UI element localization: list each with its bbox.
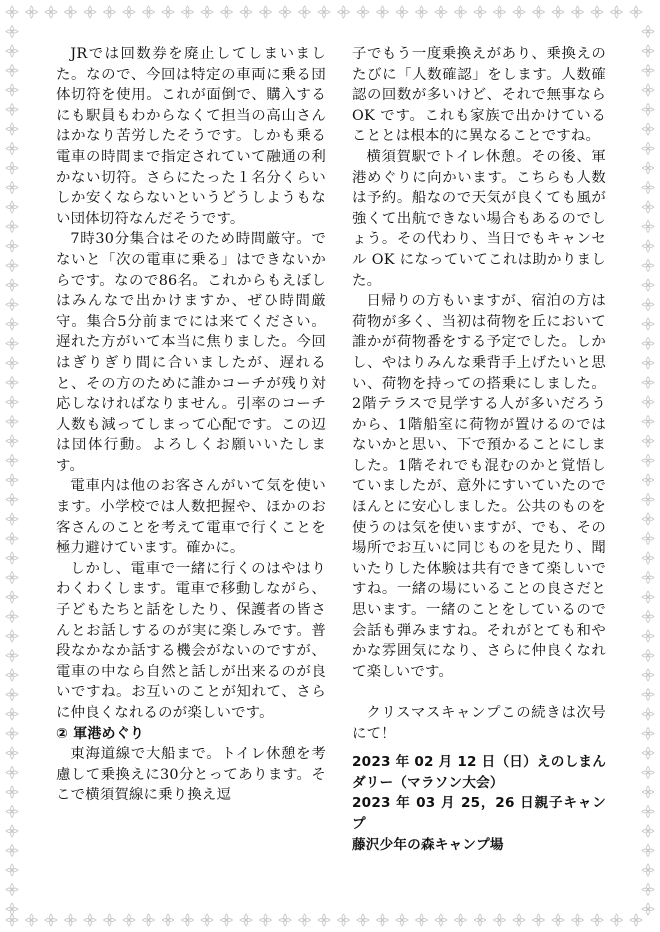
cross-ornament-icon [201,6,213,18]
cross-ornament-icon [279,914,291,926]
cross-ornament-icon [318,914,330,926]
cross-ornament-icon [6,825,18,837]
cross-ornament-icon [642,221,654,233]
cross-ornament-icon [6,338,18,350]
cross-ornament-icon [642,611,654,623]
cross-ornament-icon [6,669,18,681]
cross-ornament-icon [6,143,18,155]
spacer [352,682,606,703]
cross-ornament-icon [65,914,77,926]
section-heading-naval-port-tour: ② 軍港めぐり [56,725,145,742]
cross-ornament-icon [240,914,252,926]
cross-ornament-icon [6,104,18,116]
cross-ornament-icon [642,650,654,662]
cross-ornament-icon [642,279,654,291]
cross-ornament-icon [642,864,654,876]
cross-ornament-icon [630,914,642,926]
cross-ornament-icon [377,914,389,926]
cross-ornament-icon [6,806,18,818]
cross-ornament-icon [6,240,18,252]
cross-ornament-icon [6,650,18,662]
cross-ornament-icon [377,6,389,18]
cross-ornament-icon [642,84,654,96]
cross-ornament-icon [642,377,654,389]
cross-ornament-icon [6,474,18,486]
cross-ornament-icon [6,591,18,603]
cross-ornament-icon [6,26,18,38]
cross-ornament-icon [6,533,18,545]
cross-ornament-icon [642,669,654,681]
cross-ornament-icon [642,552,654,564]
cross-ornament-icon [6,728,18,740]
cross-ornament-icon [6,299,18,311]
cross-ornament-icon [642,747,654,759]
paragraph-meeting-time: 7時30分集合はそのため時間厳守。でないと「次の電車に乗る」はできないからです。なので86名。これからもえぼしはみんなで出かけますか、ぜひ時間厳守。集合5分前までには来てください。遅れた方がいて本当に焦りました。今回はぎりぎり間に合いましたが、遅れると、その方のために誰かコーチが残り対応しなければなりません。引率のコーチ人数も減ってしまって心配です。この辺は団体行動。よろしくお願いいたします。 [56,231,326,474]
cross-ornament-icon [533,6,545,18]
cross-ornament-icon [182,914,194,926]
cross-ornament-icon [299,914,311,926]
cross-ornament-icon [642,903,654,915]
cross-ornament-icon [6,552,18,564]
paragraph-route: 東海道線で大船まで。トイレ休憩を考慮して乗換えに30分とってあります。そこで横須賀線に乗り換え逗 [56,746,326,804]
cross-ornament-icon [6,84,18,96]
cross-ornament-icon [104,914,116,926]
paragraph-transfer: 子でもう一度乗換えがあり、乗換えのたびに「人数確認」をします。人数確認の回数が多いけど、それで無事なら OK です。これも家族で出かけていることとは根本的に異なることですね。 [352,46,606,145]
cross-ornament-icon [591,6,603,18]
cross-ornament-icon [6,260,18,272]
cross-ornament-icon [642,143,654,155]
cross-ornament-icon [6,182,18,194]
cross-ornament-icon [84,914,96,926]
cross-ornament-icon [6,786,18,798]
cross-ornament-icon [6,279,18,291]
cross-ornament-icon [45,914,57,926]
cross-ornament-icon [6,45,18,57]
cross-ornament-icon [642,45,654,57]
cross-ornament-icon [26,6,38,18]
cross-ornament-icon [143,6,155,18]
cross-ornament-icon [6,884,18,896]
cross-ornament-icon [642,630,654,642]
cross-ornament-icon [6,513,18,525]
cross-ornament-icon [416,914,428,926]
cross-ornament-icon [162,6,174,18]
paragraph-luggage: 日帰りの方もいますが、宿泊の方は荷物が多く、当初は荷物を丘において誰かが荷物番をする予定でした。しかし、やはりみんな乗背手上げたいと思い、荷物を持っての搭乗にしました。2階テラスで見学する人が多いだろうから、1階船室に荷物が置けるのではないかと思い、下で預かることにしました。1階それでも混むのかと覚悟していましたが、意外にすいていたのでほんとに安心しました。公共のものを使うのは気を使いますが、でも、その場所でお互いに同じものを見たり、聞いたりした体験は共有できて楽しいですね。一緒の場にいることの良さだと思います。一緒のことをしているので会話も弾みますね。それがとても和やかな雰囲気になり、さらに仲良くなれて楽しいです。 [352,293,606,680]
cross-ornament-icon [65,6,77,18]
cross-ornament-icon [494,6,506,18]
right-column [352,44,606,855]
cross-ornament-icon [6,914,18,926]
cross-ornament-icon [396,6,408,18]
cross-ornament-icon [279,6,291,18]
cross-ornament-icon [533,914,545,926]
cross-ornament-icon [6,162,18,174]
cross-ornament-icon [6,221,18,233]
cross-ornament-icon [221,6,233,18]
cross-ornament-icon [642,533,654,545]
cross-ornament-icon [260,914,272,926]
cross-ornament-icon [6,123,18,135]
cross-ornament-icon [6,6,18,18]
cross-ornament-icon [6,572,18,584]
cross-ornament-icon [182,6,194,18]
cross-ornament-icon [396,914,408,926]
cross-ornament-icon [642,201,654,213]
cross-ornament-icon [642,396,654,408]
cross-ornament-icon [299,6,311,18]
cross-ornament-icon [6,435,18,447]
cross-ornament-icon [221,914,233,926]
cross-ornament-icon [552,6,564,18]
event-camp-venue: 藤沢少年の森キャンプ場 [352,836,504,853]
paragraph-train-manners: 電車内は他のお客さんがいて気を使います。小学校では人数把握や、ほかのお客さんのことを考えて電車で行くことを極力避けています。確かに。 [56,478,326,557]
cross-ornament-icon [435,6,447,18]
cross-ornament-icon [84,6,96,18]
cross-ornament-icon [435,914,447,926]
cross-ornament-icon [123,914,135,926]
cross-ornament-icon [6,65,18,77]
cross-ornament-icon [494,914,506,926]
event-family-camp: 2023 年 03 月 25，26 日親子キャンプ [352,795,606,832]
cross-ornament-icon [642,825,654,837]
cross-ornament-icon [642,65,654,77]
cross-ornament-icon [642,845,654,857]
cross-ornament-icon [260,6,272,18]
paragraph-yokosuka: 横須賀駅でトイレ休憩。その後、軍港めぐりに向かいます。こちらも人数は予約。船なので天気が良くても風が強くて出航できない場合もあるのでしょう。その代わり、当日でもキャンセル OK になっていてこれは助かりました。 [352,148,606,289]
cross-ornament-icon [240,6,252,18]
cross-ornament-icon [642,162,654,174]
cross-ornament-icon [642,494,654,506]
cross-ornament-icon [513,914,525,926]
cross-ornament-icon [357,914,369,926]
cross-ornament-icon [6,318,18,330]
cross-ornament-icon [455,6,467,18]
cross-ornament-icon [642,435,654,447]
cross-ornament-icon [552,914,564,926]
cross-ornament-icon [104,6,116,18]
cross-ornament-icon [513,6,525,18]
cross-ornament-icon [591,914,603,926]
paragraph-continued: クリスマスキャンプこの続きは次号にて！ [352,705,606,742]
cross-ornament-icon [572,914,584,926]
cross-ornament-icon [642,572,654,584]
cross-ornament-icon [642,591,654,603]
cross-ornament-icon [357,6,369,18]
cross-ornament-icon [201,914,213,926]
cross-ornament-icon [642,474,654,486]
cross-ornament-icon [642,416,654,428]
cross-ornament-icon [572,6,584,18]
cross-ornament-icon [630,6,642,18]
cross-ornament-icon [6,845,18,857]
cross-ornament-icon [6,357,18,369]
cross-ornament-icon [642,786,654,798]
cross-ornament-icon [338,914,350,926]
left-column [56,44,326,806]
cross-ornament-icon [642,318,654,330]
cross-ornament-icon [642,357,654,369]
event-schedule [352,752,606,855]
cross-ornament-icon [642,182,654,194]
cross-ornament-icon [162,914,174,926]
cross-ornament-icon [642,728,654,740]
cross-ornament-icon [474,914,486,926]
cross-ornament-icon [474,6,486,18]
cross-ornament-icon [642,455,654,467]
cross-ornament-icon [455,914,467,926]
cross-ornament-icon [6,455,18,467]
cross-ornament-icon [123,6,135,18]
cross-ornament-icon [6,747,18,759]
cross-ornament-icon [6,611,18,623]
cross-ornament-icon [6,201,18,213]
cross-ornament-icon [642,26,654,38]
cross-ornament-icon [611,6,623,18]
cross-ornament-icon [416,6,428,18]
cross-ornament-icon [642,104,654,116]
cross-ornament-icon [6,416,18,428]
cross-ornament-icon [6,396,18,408]
cross-ornament-icon [318,6,330,18]
cross-ornament-icon [6,903,18,915]
cross-ornament-icon [6,864,18,876]
cross-ornament-icon [642,513,654,525]
cross-ornament-icon [642,240,654,252]
cross-ornament-icon [642,338,654,350]
cross-ornament-icon [6,494,18,506]
cross-ornament-icon [642,806,654,818]
cross-ornament-icon [338,6,350,18]
cross-ornament-icon [642,123,654,135]
cross-ornament-icon [642,708,654,720]
cross-ornament-icon [45,6,57,18]
cross-ornament-icon [6,767,18,779]
cross-ornament-icon [143,914,155,926]
cross-ornament-icon [642,299,654,311]
cross-ornament-icon [642,260,654,272]
cross-ornament-icon [6,708,18,720]
paragraph-train-fun: しかし、電車で一緒に行くのはやはりわくわくします。電車で移動しながら、子どもたちと話をしたり、保護者の皆さんとお話しするのが実に楽しみです。普段なかなか話する機会がないのですが、電車の中なら自然と話しが出来るのが良いですね。お互いのことが知れて、さらに仲良くなれるのが楽しいです。 [56,560,326,721]
cross-ornament-icon [642,689,654,701]
cross-ornament-icon [6,630,18,642]
event-marathon: 2023 年 02 月 12 日（日）えのしまんダリー（マラソン大会） [352,754,606,791]
cross-ornament-icon [26,914,38,926]
cross-ornament-icon [642,884,654,896]
cross-ornament-icon [6,689,18,701]
cross-ornament-icon [642,767,654,779]
cross-ornament-icon [611,914,623,926]
paragraph-ticket: JRでは回数券を廃止してしまいました。なので、今回は特定の車両に乗る団体切符を使用。これが面倒で、購入するにも駅員もわからなくて担当の高山さんはかなり苦労したそうです。しかも乗る電車の時間まで指定されていて融通の利かない切符。さらにたった１名分くらいしか安くならないというどうしようもない団体切符なんだそうです。 [56,46,326,227]
cross-ornament-icon [6,377,18,389]
